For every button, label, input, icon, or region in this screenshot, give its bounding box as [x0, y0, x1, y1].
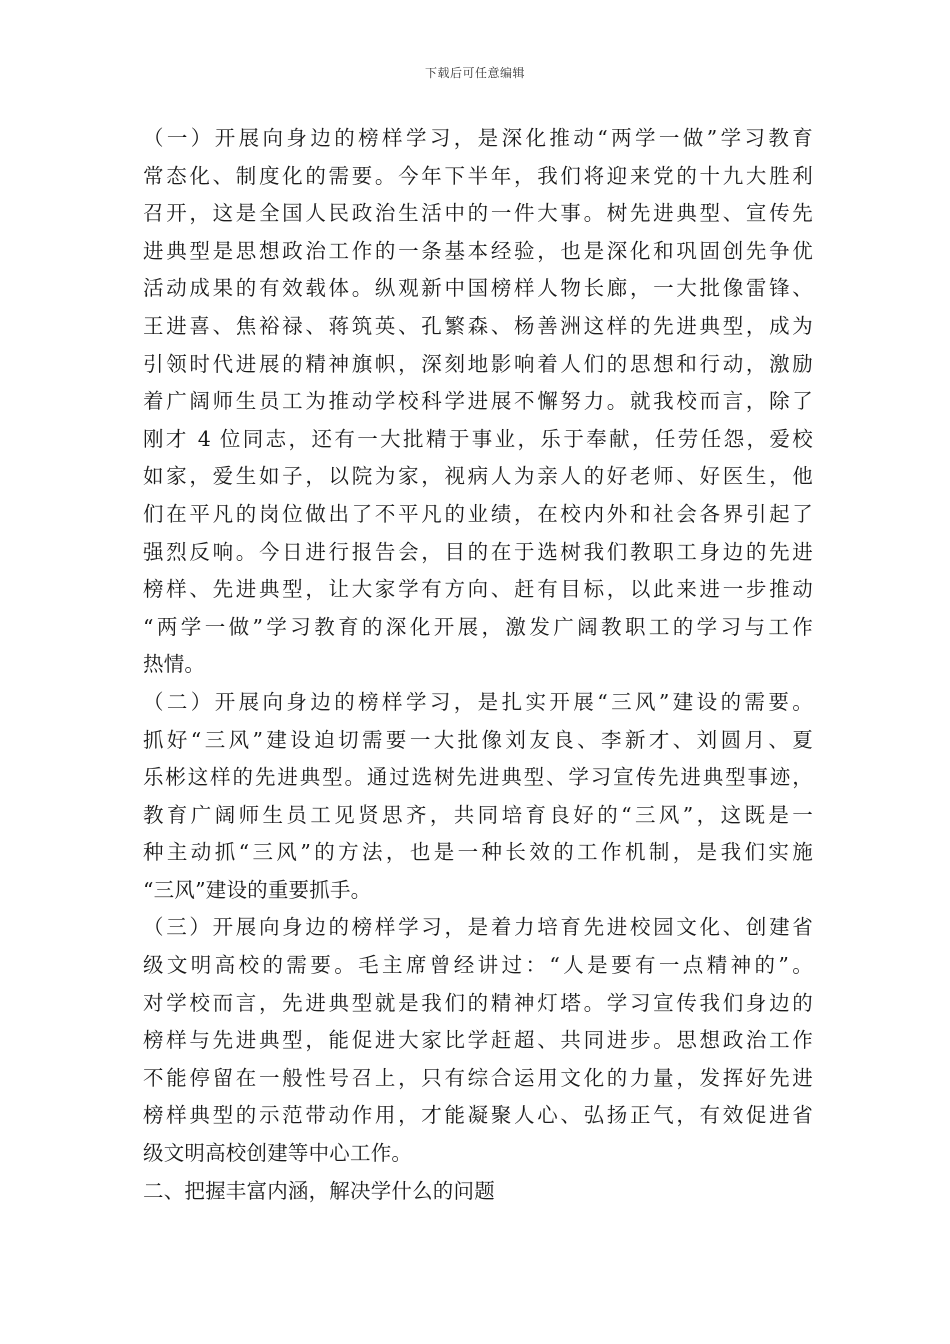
text-line: 如家，爱生如子，以院为家，视病人为亲人的好老师、好医生，他 [143, 464, 813, 489]
paragraph-section-3 [143, 909, 813, 1172]
section-heading-text: 二、把握丰富内涵，解决学什么的问题 [143, 1178, 495, 1203]
text-line: 刚才 4 位同志，还有一大批精于事业，乐于奉献，任劳任怨，爱校 [143, 426, 813, 451]
text-line: “三风”建设的重要抓手。 [143, 877, 372, 902]
text-line: （三）开展向身边的榜样学习，是着力培育先进校园文化、创建省 [143, 915, 813, 940]
text-line: 级文明高校的需要。毛主席曾经讲过：“人是要有一点精神的”。 [143, 953, 813, 978]
text-line: 热情。 [143, 652, 206, 677]
text-line: 级文明高校创建等中心工作。 [143, 1141, 413, 1166]
text-line: 对学校而言，先进典型就是我们的精神灯塔。学习宣传我们身边的 [143, 990, 813, 1015]
text-line: 榜样、先进典型，让大家学有方向、赶有目标，以此来进一步推动 [143, 577, 813, 602]
text-line: （二）开展向身边的榜样学习，是扎实开展“三风”建设的需要。 [143, 689, 813, 714]
page-header: 下载后可任意编辑 [424, 66, 525, 80]
text-line: 抓好“三风”建设迫切需要一大批像刘友良、李新才、刘圆月、夏 [143, 727, 813, 752]
text-line: 常态化、制度化的需要。今年下半年，我们将迎来党的十九大胜利 [143, 163, 813, 188]
text-line: 榜样典型的示范带动作用，才能凝聚人心、弘扬正气，有效促进省 [143, 1103, 813, 1128]
text-line: 乐彬这样的先进典型。通过选树先进典型、学习宣传先进典型事迹， [143, 765, 813, 790]
text-line: 进典型是思想政治工作的一条基本经验，也是深化和巩固创先争优 [143, 238, 813, 263]
text-line: （一）开展向身边的榜样学习，是深化推动“两学一做”学习教育 [143, 126, 813, 150]
text-line: 榜样与先进典型，能促进大家比学赶超、共同进步。思想政治工作 [143, 1028, 813, 1053]
section-heading [143, 1173, 813, 1211]
text-line: 强烈反响。今日进行报告会，目的在于选树我们教职工身边的先进 [143, 539, 813, 564]
paragraph-section-1 [143, 120, 813, 684]
text-line: 活动成果的有效载体。纵观新中国榜样人物长廊，一大批像雷锋、 [143, 276, 813, 301]
text-line: 种主动抓“三风”的方法，也是一种长效的工作机制，是我们实施 [143, 840, 813, 865]
text-line: 王进喜、焦裕禄、蒋筑英、孔繁森、杨善洲这样的先进典型，成为 [143, 313, 813, 338]
text-line: 教育广阔师生员工见贤思齐，共同培育良好的“三风”，这既是一 [143, 802, 813, 827]
text-line: 引领时代进展的精神旗帜，深刻地影响着人们的思想和行动，激励 [143, 351, 813, 376]
text-line: 着广阔师生员工为推动学校科学进展不懈努力。就我校而言，除了 [143, 389, 813, 414]
text-line: 不能停留在一般性号召上，只有综合运用文化的力量，发挥好先进 [143, 1065, 813, 1090]
paragraph-section-2 [143, 684, 813, 910]
text-line: 们在平凡的岗位做出了不平凡的业绩，在校内外和社会各界引起了 [143, 501, 813, 526]
text-line: 召开，这是全国人民政治生活中的一件大事。树先进典型、宣传先 [143, 201, 813, 226]
text-line: “两学一做”学习教育的深化开展，激发广阔教职工的学习与工作 [143, 614, 813, 639]
document-body [143, 120, 813, 1210]
